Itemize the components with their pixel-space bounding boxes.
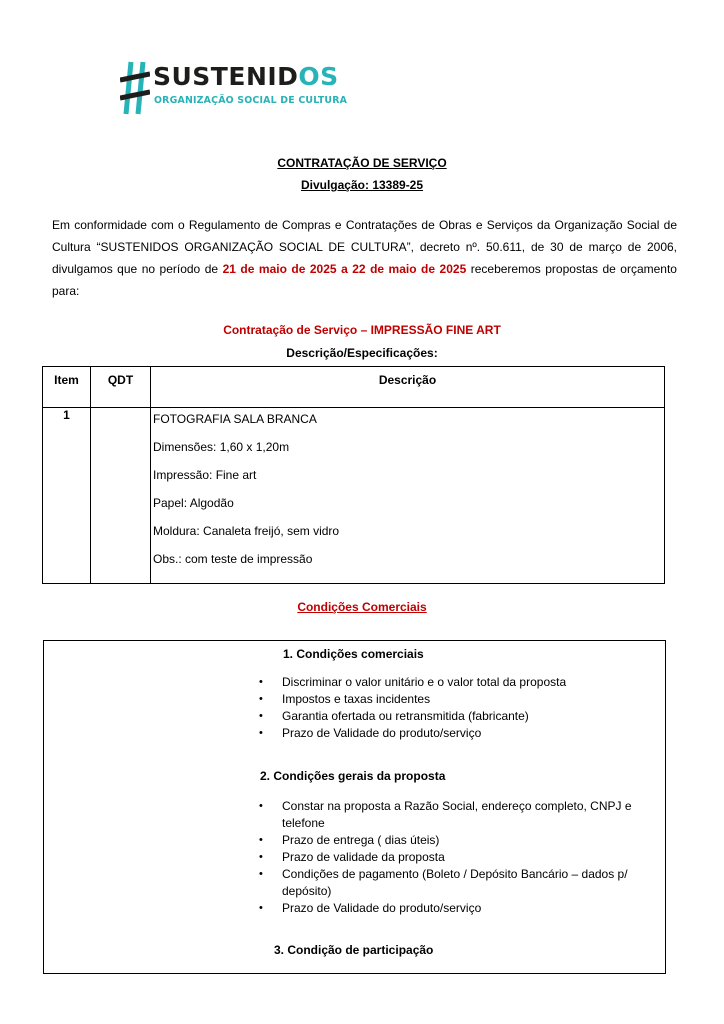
period-highlight: 21 de maio de 2025 a 22 de maio de 2025 [222,262,467,276]
document-title: CONTRATAÇÃO DE SERVIÇO [277,156,447,170]
desc-line: FOTOGRAFIA SALA BRANCA [153,412,317,426]
list-item: • Garantia ofertada ou retransmitida (fabricante) [259,709,529,723]
items-table [42,366,665,584]
section-2-list [256,798,636,917]
hashtag-logo-icon [120,60,150,116]
spec-title: Descrição/Especificações: [286,346,438,360]
header-desc: Descrição [151,367,665,408]
list-item: • Prazo de validade da proposta [259,850,445,864]
logo-subtitle: ORGANIZAÇÃO SOCIAL DE CULTURA [154,95,348,106]
section-1-title: 1. Condições comerciais [283,647,424,661]
section-1-list [256,674,586,742]
list-item: • Discriminar o valor unitário e o valor total da proposta [259,675,567,689]
row-qdt [91,408,151,584]
desc-line: Obs.: com teste de impressão [153,552,313,566]
list-item: • Impostos e taxas incidentes [259,692,431,706]
row-description [151,408,665,584]
document-number: Divulgação: 13389-25 [300,178,424,192]
header-item: Item [43,367,91,408]
conditions-title: Condições Comerciais [297,600,427,614]
row-item-number: 1 [43,408,91,584]
service-title: Contratação de Serviço – IMPRESSÃO FINE ART [223,323,501,337]
logo-wordmark: SUSTENIDOS [153,62,339,91]
desc-line: Impressão: Fine art [153,468,257,482]
list-item: • Prazo de Validade do produto/serviço [259,726,482,740]
section-3-title: 3. Condição de participação [274,943,434,957]
intro-paragraph: Em conformidade com o Regulamento de Compras e Contratações de Obras e Serviços da Organização Social de Cultura “SUSTENIDOS ORGANIZAÇÃO SOCIAL DE CULTURA”, decreto nº. 50.611, de 30 de março de 2006, divulgamos que no período de 21 de maio de 2025 a 22 de maio de 2025 receberemos propostas de orçamento para: [52,218,677,298]
conditions-box [43,640,666,974]
list-item: • Prazo de Validade do produto/serviço [259,901,482,915]
section-2-title: 2. Condições gerais da proposta [260,769,446,783]
sustenidos-logo [120,60,348,116]
list-item: • Prazo de entrega ( dias úteis) [259,833,440,847]
list-item: • Constar na proposta a Razão Social, endereço completo, CNPJ e telefone [259,799,632,830]
header-qdt: QDT [91,367,151,408]
table-header-row [43,367,665,408]
table-row [43,408,665,584]
desc-line: Moldura: Canaleta freijó, sem vidro [153,524,340,538]
desc-line: Papel: Algodão [153,496,234,510]
desc-line: Dimensões: 1,60 x 1,20m [153,440,290,454]
list-item: • Condições de pagamento (Boleto / Depósito Bancário – dados p/ depósito) [259,867,628,898]
